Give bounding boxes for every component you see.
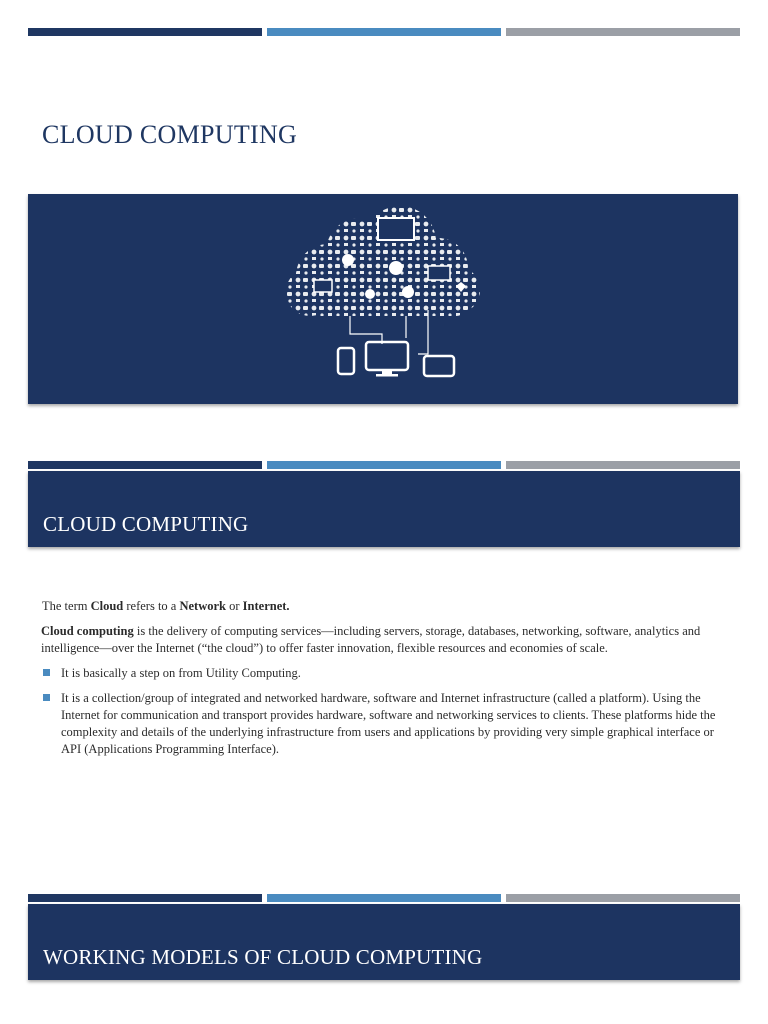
text-run: refers to a xyxy=(123,599,180,613)
list-item-text: It is basically a step on from Utility Computing. xyxy=(61,666,301,680)
bold-term: Cloud xyxy=(90,599,124,613)
accent-segment-gray xyxy=(506,461,740,469)
accent-segment-blue xyxy=(267,461,501,469)
text-run: The term xyxy=(42,599,91,613)
accent-segment-blue xyxy=(267,28,501,36)
square-bullet-icon xyxy=(43,669,50,676)
accent-segment-blue xyxy=(267,894,501,902)
bullet-list xyxy=(42,665,728,758)
hero-image-panel xyxy=(28,194,738,404)
cloud-network-icon xyxy=(278,206,488,386)
accent-bar-top xyxy=(28,28,740,36)
slide-title: CLOUD COMPUTING xyxy=(42,120,298,149)
text-run: or xyxy=(226,599,243,613)
bold-term: Network xyxy=(179,599,226,613)
accent-segment-navy xyxy=(28,461,262,469)
bold-term: Internet. xyxy=(242,599,290,613)
definition-paragraph xyxy=(42,598,728,615)
list-item xyxy=(42,665,728,682)
list-item-text: It is a collection/group of integrated and networked hardware, software and Internet infrastructure (called a platform). Using the Internet for communication and transport provides hardware, software and networking services to clients. These platforms hide the complexity and details of the underlying infrastructure from users and applications by providing very simple graphical interface or API (Applications Programming Interface). xyxy=(61,691,716,756)
description-paragraph xyxy=(41,623,728,657)
square-bullet-icon xyxy=(43,694,50,701)
accent-segment-gray xyxy=(506,28,740,36)
accent-bar-slide2 xyxy=(28,461,740,469)
title-band-slide3 xyxy=(28,904,740,980)
slide-title: WORKING MODELS OF CLOUD COMPUTING xyxy=(43,945,483,969)
list-item xyxy=(42,690,728,758)
accent-segment-navy xyxy=(28,28,262,36)
accent-segment-navy xyxy=(28,894,262,902)
title-band-slide2 xyxy=(28,471,740,547)
accent-bar-slide3 xyxy=(28,894,740,902)
slide-body xyxy=(42,598,728,766)
bold-term: Cloud computing xyxy=(41,624,134,638)
slide-title: CLOUD COMPUTING xyxy=(43,512,249,536)
text-run: is the delivery of computing services—including servers, storage, databases, networking, software, analytics and intelligence—over the Internet (“the cloud”) to offer faster innovation, flexible resources and economies of scale. xyxy=(41,624,701,655)
accent-segment-gray xyxy=(506,894,740,902)
